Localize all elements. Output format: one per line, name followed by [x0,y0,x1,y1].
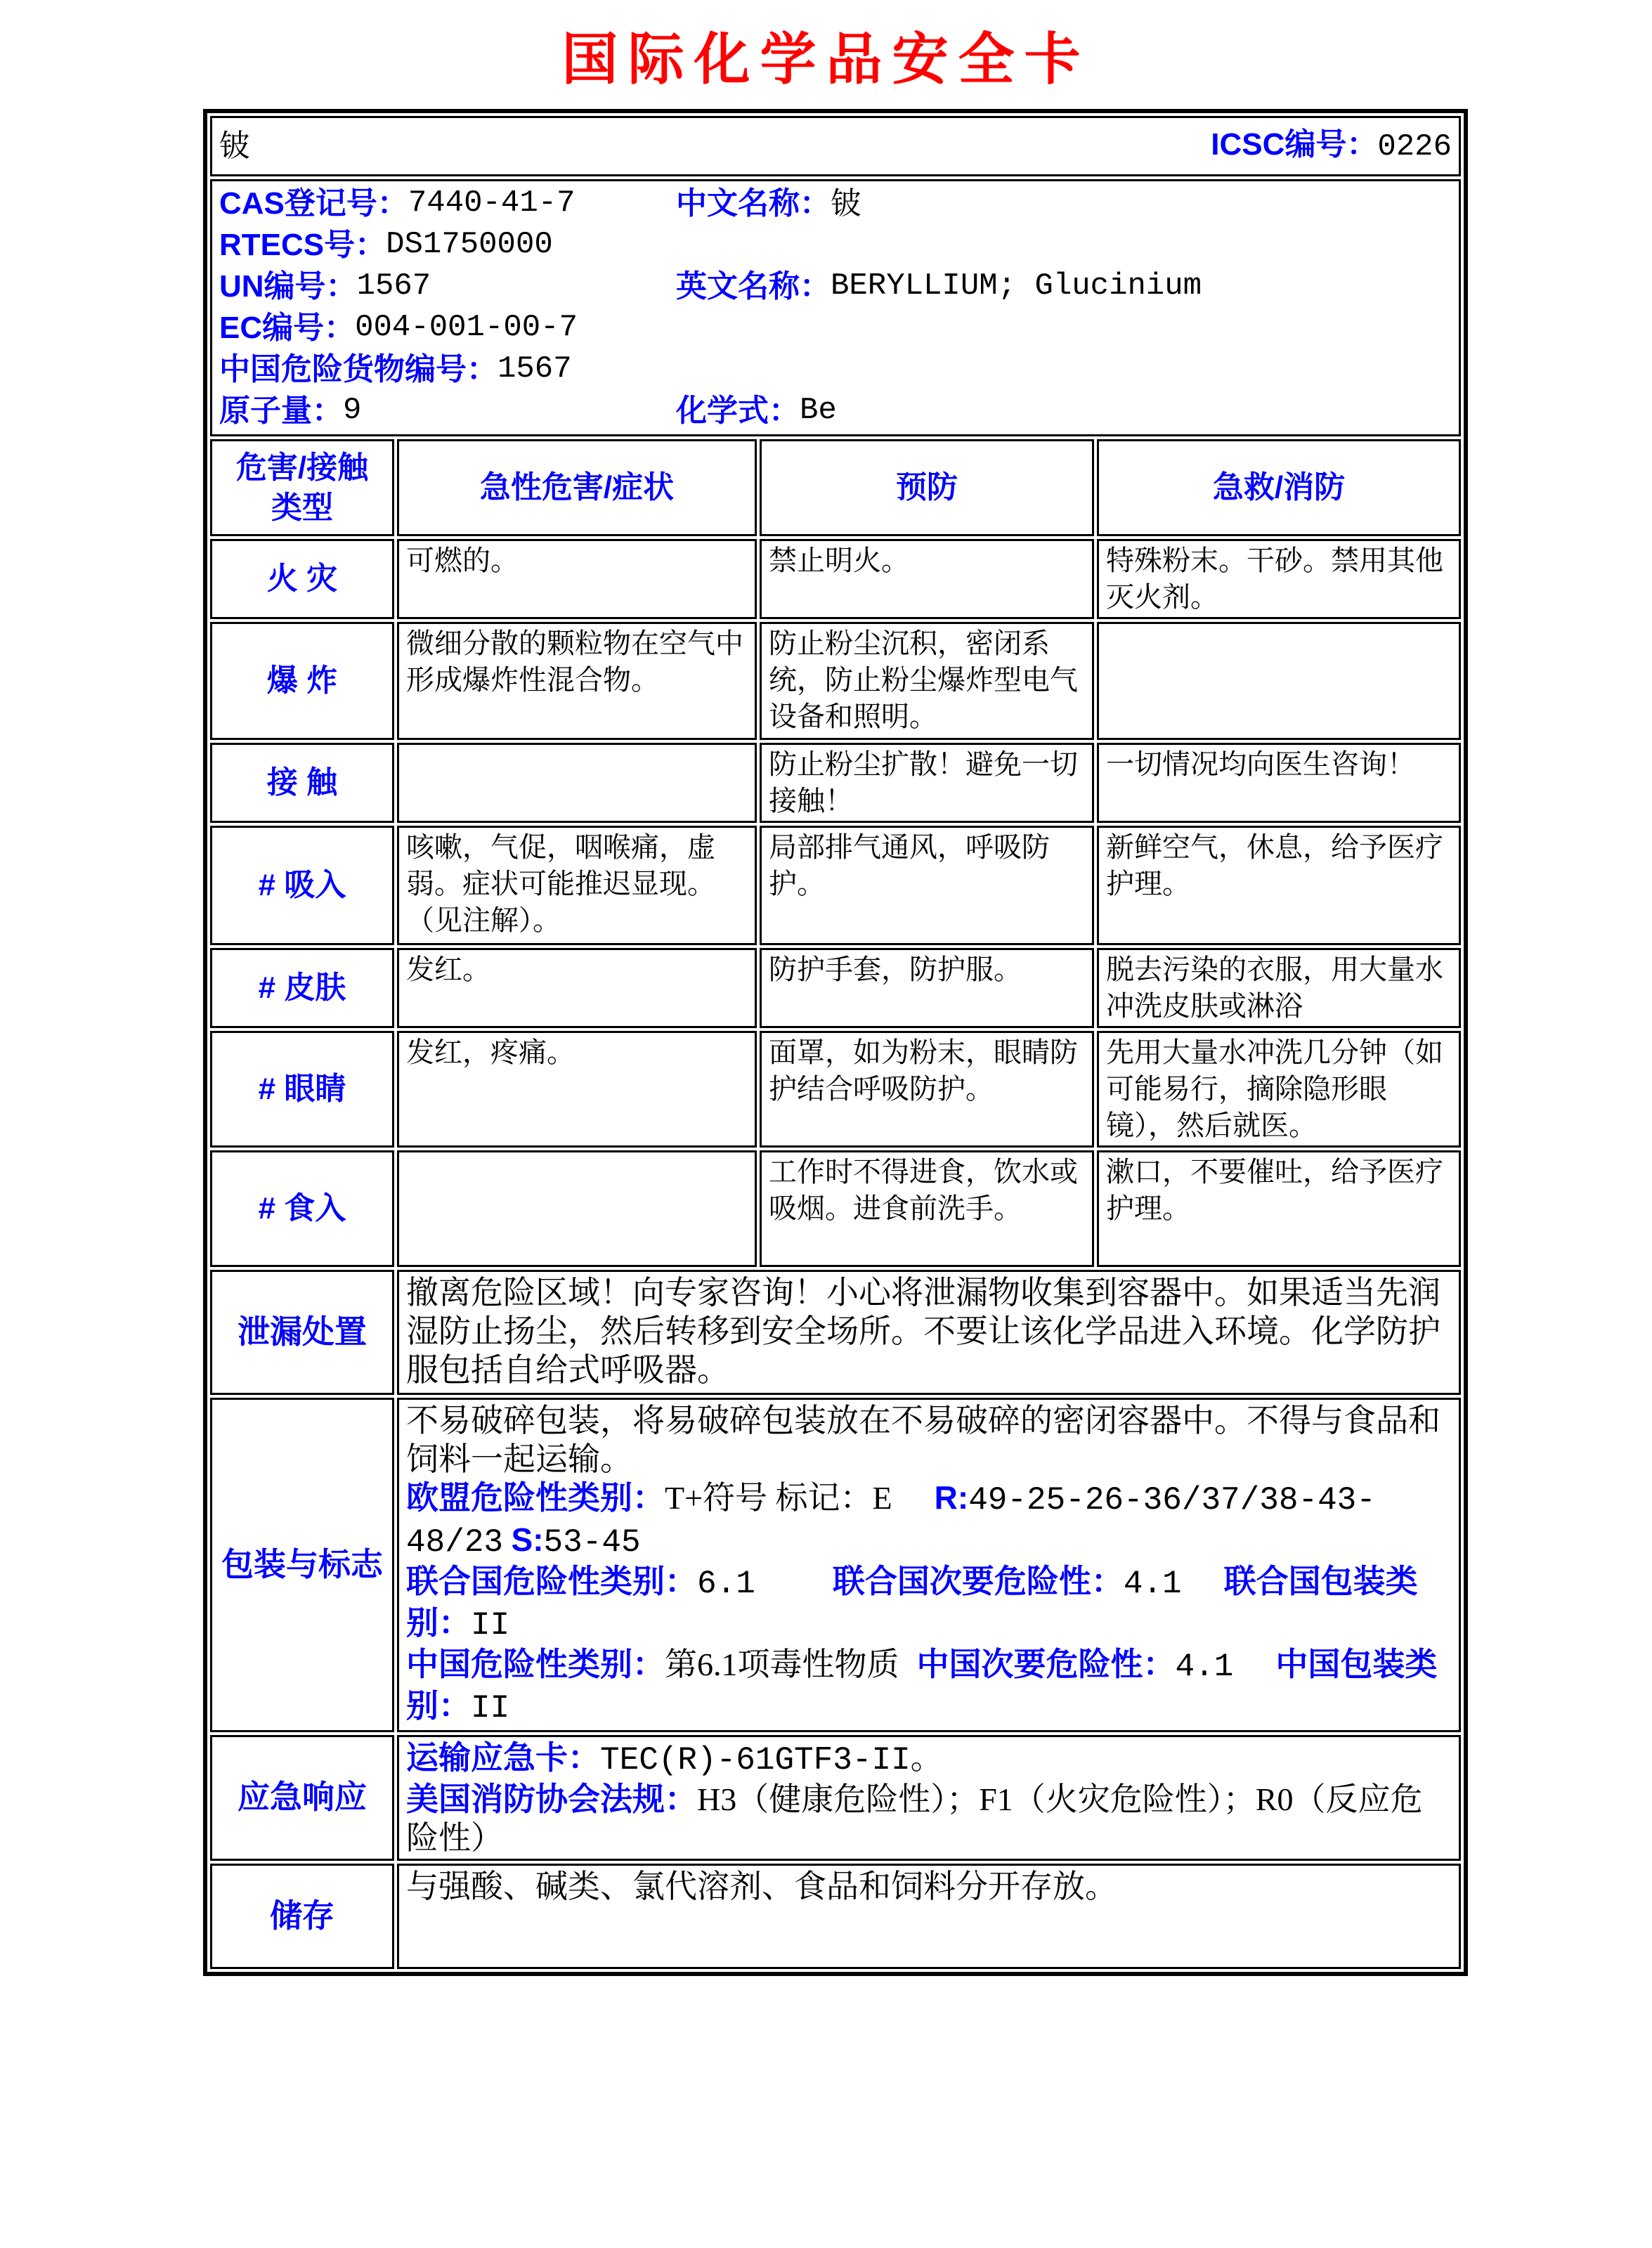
packaging-eu-line: 欧盟危险性类别：T+符号 标记：E R:49-25-26-36/37/38-43-48/23 S:53-45 [406,1479,1376,1561]
page-title: 国际化学品安全卡 [561,28,1091,91]
ec-number: EC编号： 004-001-00-7 [219,309,578,345]
safety-card-table [203,109,1468,1976]
explosion-response [1097,622,1461,740]
atomic-mass: 原子量： 9 [219,392,362,428]
hazard-row-skin [210,948,1461,1028]
hazard-row-eyes [210,1031,1461,1148]
inhalation-symptoms: 咳嗽，气促，咽喉痛，虚弱。症状可能推迟显现。（见注解）。 [397,826,757,945]
rtecs-number: RTECS号： DS1750000 [219,226,553,262]
icsc-number-group [1211,124,1452,167]
spill-text: 撤离危险区域！向专家咨询！小心将泄漏物收集到容器中。如果适当先润湿防止扬尘，然后转移到安全场所。不要让该化学品进入环境。化学防护服包括自给式呼吸器。 [397,1270,1461,1395]
contact-label: 接 触 [210,743,394,823]
explosion-label: 爆 炸 [210,622,394,740]
ingestion-label: # 食入 [210,1150,394,1267]
identifiers-left-column [219,183,676,433]
identifiers-cell [210,179,1461,436]
header-response: 急救/消防 [1097,439,1461,536]
contact-response: 一切情况均向医生咨询！ [1097,743,1461,823]
hazard-row-ingestion [210,1150,1461,1267]
emergency-label: 应急响应 [210,1735,394,1862]
packaging-un-line: 联合国危险性类别：6.1 联合国次要危险性：4.1 联合国包装类别：II [406,1562,1418,1644]
fire-response: 特殊粉末。干砂。禁用其他灭火剂。 [1097,539,1461,619]
hazard-header-row [210,439,1461,536]
card-header-row [210,116,1461,176]
packaging-label: 包装与标志 [210,1398,394,1732]
icsc-number-value: 0226 [1377,129,1452,165]
un-number: UN编号： 1567 [219,268,431,304]
inhalation-response: 新鲜空气，休息，给予医疗护理。 [1097,826,1461,945]
hazard-row-fire [210,539,1461,619]
packaging-cn-line: 中国危险性类别：第6.1项毒性物质 中国次要危险性：4.1 中国包装类别：II [406,1646,1438,1727]
header-prevention: 预防 [760,439,1094,536]
eyes-symptoms: 发红，疼痛。 [397,1031,757,1148]
eyes-prevention: 面罩，如为粉末，眼睛防护结合呼吸防护。 [760,1031,1094,1148]
contact-prevention: 防止粉尘扩散！避免一切接触！ [760,743,1094,823]
storage-row [210,1864,1461,1969]
emergency-tec-line: 运输应急卡：TEC(R)-61GTF3-II。 [406,1739,943,1779]
skin-response: 脱去污染的衣服，用大量水冲洗皮肤或淋浴 [1097,948,1461,1028]
fire-prevention: 禁止明火。 [760,539,1094,619]
identifiers-right-column [676,183,1452,433]
card-header-cell [210,116,1461,176]
skin-prevention: 防护手套，防护服。 [760,948,1094,1028]
ingestion-symptoms [397,1150,757,1267]
cas-number: CAS登记号： 7440-41-7 [219,185,575,221]
fire-label: 火 灾 [210,539,394,619]
chinese-name: 中文名称： 铍 [676,186,861,221]
ingestion-response: 漱口，不要催吐，给予医疗护理。 [1097,1150,1461,1267]
icsc-document [0,14,1652,1976]
hazard-row-explosion [210,622,1461,740]
storage-text: 与强酸、碱类、氯代溶剂、食品和饲料分开存放。 [397,1864,1461,1969]
substance-name: 铍 [219,129,250,164]
header-hazard-type: 危害/接触 类型 [210,439,394,536]
spill-label: 泄漏处置 [210,1270,394,1395]
english-name: 英文名称： BERYLLIUM; Glucinium [676,268,1202,304]
icsc-number-label: ICSC编号： [1211,127,1378,162]
packaging-content [397,1398,1461,1732]
hazard-row-inhalation [210,826,1461,945]
chemical-formula: 化学式： Be [676,392,837,428]
spill-row [210,1270,1461,1395]
hazard-row-contact [210,743,1461,823]
packaging-intro: 不易破碎包装，将易破碎包装放在不易破碎的密闭容器中。不得与食品和饲料一起运输。 [406,1403,1440,1478]
inhalation-label: # 吸入 [210,826,394,945]
eyes-label: # 眼睛 [210,1031,394,1148]
identifiers-row [210,179,1461,436]
emergency-nfpa-line: 美国消防协会法规：H3（健康危险性）；F1（火灾危险性）；R0（反应危险性） [406,1780,1423,1856]
contact-symptoms [397,743,757,823]
ingestion-prevention: 工作时不得进食，饮水或吸烟。进食前洗手。 [760,1150,1094,1267]
inhalation-prevention: 局部排气通风，呼吸防护。 [760,826,1094,945]
storage-label: 储存 [210,1864,394,1969]
fire-symptoms: 可燃的。 [397,539,757,619]
skin-symptoms: 发红。 [397,948,757,1028]
china-dg-number: 中国危险货物编号： 1567 [219,351,572,386]
explosion-prevention: 防止粉尘沉积，密闭系统，防止粉尘爆炸型电气设备和照明。 [760,622,1094,740]
skin-label: # 皮肤 [210,948,394,1028]
emergency-row [210,1735,1461,1862]
header-symptoms: 急性危害/症状 [397,439,757,536]
packaging-row [210,1398,1461,1732]
emergency-content [397,1735,1461,1862]
explosion-symptoms: 微细分散的颗粒物在空气中形成爆炸性混合物。 [397,622,757,740]
eyes-response: 先用大量水冲洗几分钟（如可能易行，摘除隐形眼镜），然后就医。 [1097,1031,1461,1148]
